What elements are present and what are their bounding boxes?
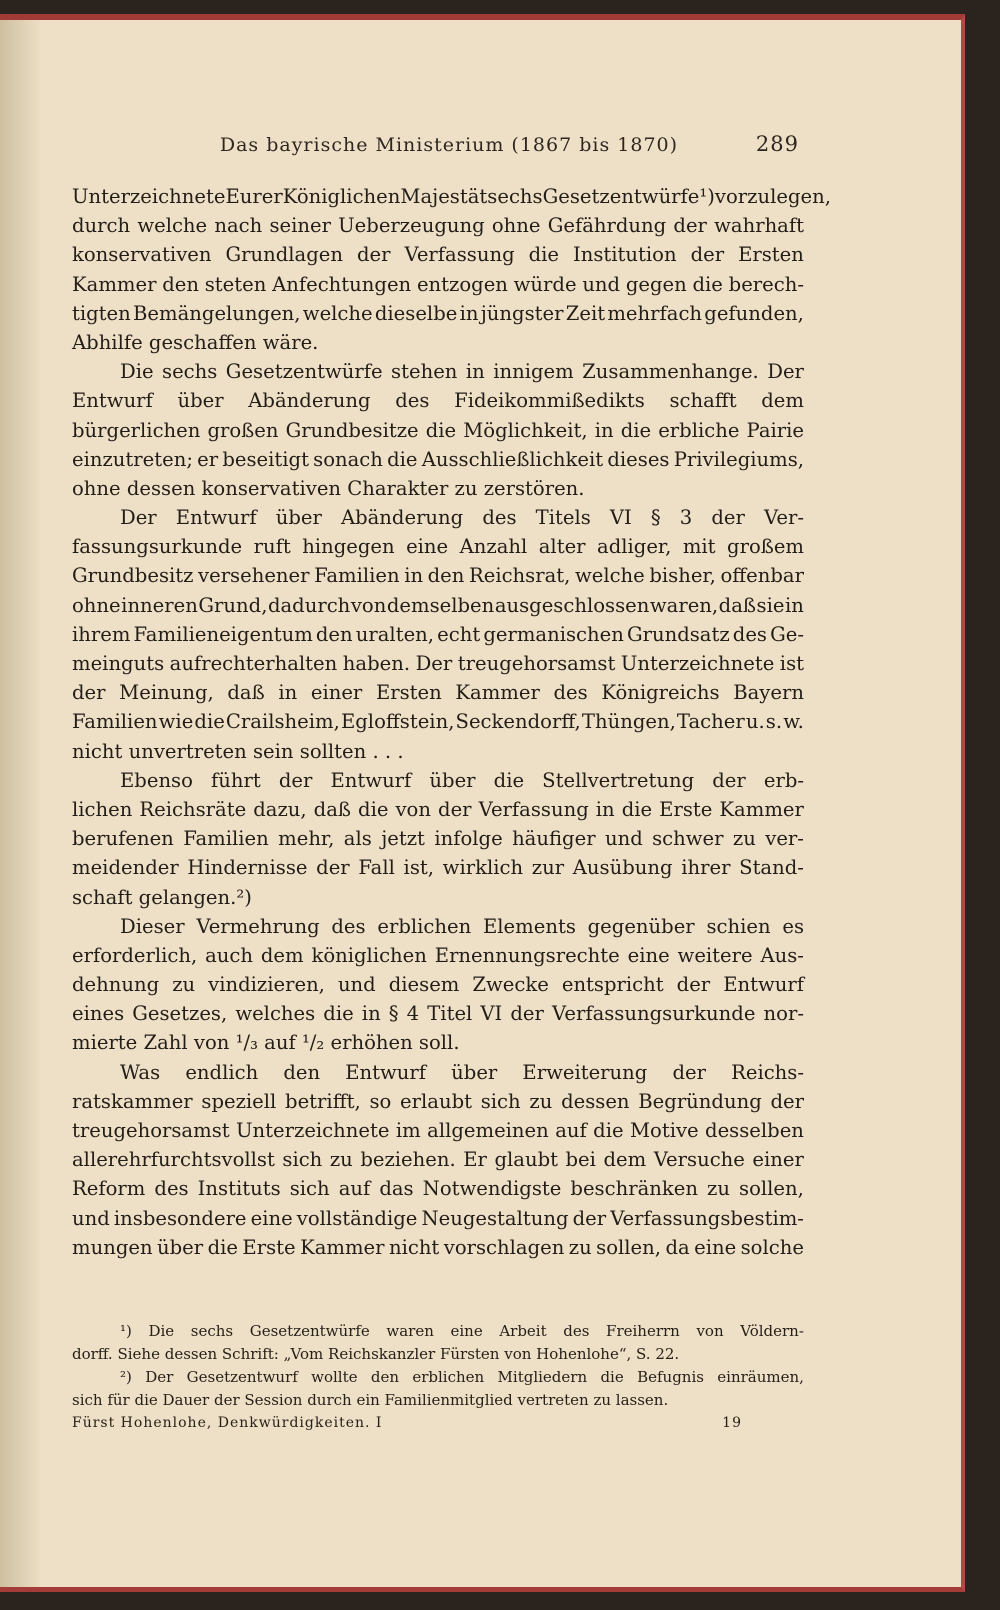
text-line: lichen Reichsräte dazu, daß die von der Verfassung in die Erste Kammer <box>72 797 804 821</box>
text-line: dehnung zu vindizieren, und diesem Zwecke entspricht der Entwurf <box>72 973 804 997</box>
text-line: meinguts aufrechterhalten haben. Der treugehorsamst Unterzeichnete ist <box>72 652 804 675</box>
page-number: 289 <box>755 132 799 156</box>
text-line: ohne dessen konservativen Charakter zu zerstören. <box>72 476 585 500</box>
text-line: Unterzeichnete Eurer Königlichen Majestät sechs Gesetzentwürfe¹) vorzulegen, <box>72 185 831 208</box>
text-line: Dieser Vermehrung des erblichen Elements gegenüber schien es <box>120 914 804 938</box>
text-line: eines Gesetzes, welches die in § 4 Titel VI der Verfassungsurkunde nor- <box>72 1002 804 1026</box>
book-page <box>0 14 965 1592</box>
text-line: Abhilfe geschaffen wäre. <box>72 330 319 354</box>
footnote-line: ¹) Die sechs Gesetzentwürfe waren eine Arbeit des Freiherrn von Völdern- <box>120 1322 804 1340</box>
body-text <box>72 182 831 1262</box>
running-title: Das bayrische Ministerium (1867 bis 1870) <box>219 134 679 156</box>
text-line: erforderlich, auch dem königlichen Ernennungsrechte eine weitere Aus- <box>72 943 804 967</box>
text-line: schaft gelangen.²) <box>72 885 252 909</box>
text-line: und insbesondere eine vollständige Neugestaltung der Verfassungsbestim- <box>72 1206 804 1230</box>
text-line: treugehorsamst Unterzeichnete im allgemeinen auf die Motive desselben <box>72 1119 804 1142</box>
text-line: Ebenso führt der Entwurf über die Stellvertretung der erb- <box>120 768 804 792</box>
text-line: einzutreten; er beseitigt sonach die Ausschließlichkeit dieses Privilegiums, <box>72 447 804 471</box>
footnote-line: ²) Der Gesetzentwurf wollte den erblichen Mitgliedern die Befugnis einräumen, <box>120 1368 804 1386</box>
text-line: Kammer den steten Anfechtungen entzogen würde und gegen die berech- <box>72 272 804 296</box>
text-line: ratskammer speziell betrifft, so erlaubt sich zu dessen Begründung der <box>72 1089 804 1113</box>
text-line: durch welche nach seiner Ueberzeugung ohne Gefährdung der wahrhaft <box>72 214 804 238</box>
text-line: bürgerlichen großen Grundbesitze die Möglichkeit, in die erbliche Pairie <box>72 418 804 442</box>
text-line: Entwurf über Abänderung des Fideikommißedikts schafft dem <box>72 389 804 413</box>
text-line: konservativen Grundlagen der Verfassung die Institution der Ersten <box>72 243 804 267</box>
text-line: Grundbesitz versehener Familien in den Reichsrat, welche bisher, offenbar <box>72 564 804 588</box>
text-line: ohne inneren Grund, dadurch von demselben ausgeschlossen waren, daß sie in <box>72 593 804 617</box>
text-line: allerehrfurchtsvollst sich zu beziehen. Er glaubt bei dem Versuche einer <box>72 1148 804 1172</box>
text-line: der Meinung, daß in einer Ersten Kammer des Königreichs Bayern <box>72 681 804 705</box>
sheet-number: 19 <box>722 1415 742 1431</box>
text-line: tigten Bemängelungen, welche dieselbe in jüngster Zeit mehrfach gefunden, <box>72 301 804 325</box>
text-line: meidender Hindernisse der Fall ist, wirklich zur Ausübung ihrer Stand- <box>72 856 804 880</box>
text-line: Reform des Instituts sich auf das Notwendigste beschränken zu sollen, <box>72 1177 804 1201</box>
footnote-line: sich für die Dauer der Session durch ein Familienmitglied vertreten zu lassen. <box>72 1391 669 1409</box>
text-line: Was endlich den Entwurf über Erweiterung der Reichs- <box>120 1060 804 1084</box>
text-line: fassungsurkunde ruft hingegen eine Anzahl alter adliger, mit großem <box>72 535 804 559</box>
text-line: mierte Zahl von ¹/₃ auf ¹/₂ erhöhen soll. <box>72 1031 460 1055</box>
signature-line <box>72 1412 804 1435</box>
text-line: Familien wie die Crailsheim, Egloffstein, Seckendorff, Thüngen, Tacher u. s. w. <box>72 710 804 734</box>
book-title: Fürst Hohenlohe, Denkwürdigkeiten. I <box>72 1415 383 1431</box>
text-line: nicht unvertreten sein sollten . . . <box>72 739 404 763</box>
text-line: ihrem Familieneigentum den uralten, echt germanischen Grundsatz des Ge- <box>72 622 804 646</box>
footnote-line: dorff. Siehe dessen Schrift: „Vom Reichskanzler Fürsten von Hohenlohe“, S. 22. <box>72 1345 680 1363</box>
text-line: Die sechs Gesetzentwürfe stehen in innigem Zusammenhange. Der <box>120 360 804 384</box>
footnotes <box>72 1320 804 1435</box>
text-line: berufenen Familien mehr, als jetzt infolge häufiger und schwer zu ver- <box>72 827 804 851</box>
text-line: mungen über die Erste Kammer nicht vorschlagen zu sollen, da eine solche <box>72 1235 804 1259</box>
text-line: Der Entwurf über Abänderung des Titels VI § 3 der Ver- <box>120 506 804 530</box>
page-header <box>72 132 799 156</box>
